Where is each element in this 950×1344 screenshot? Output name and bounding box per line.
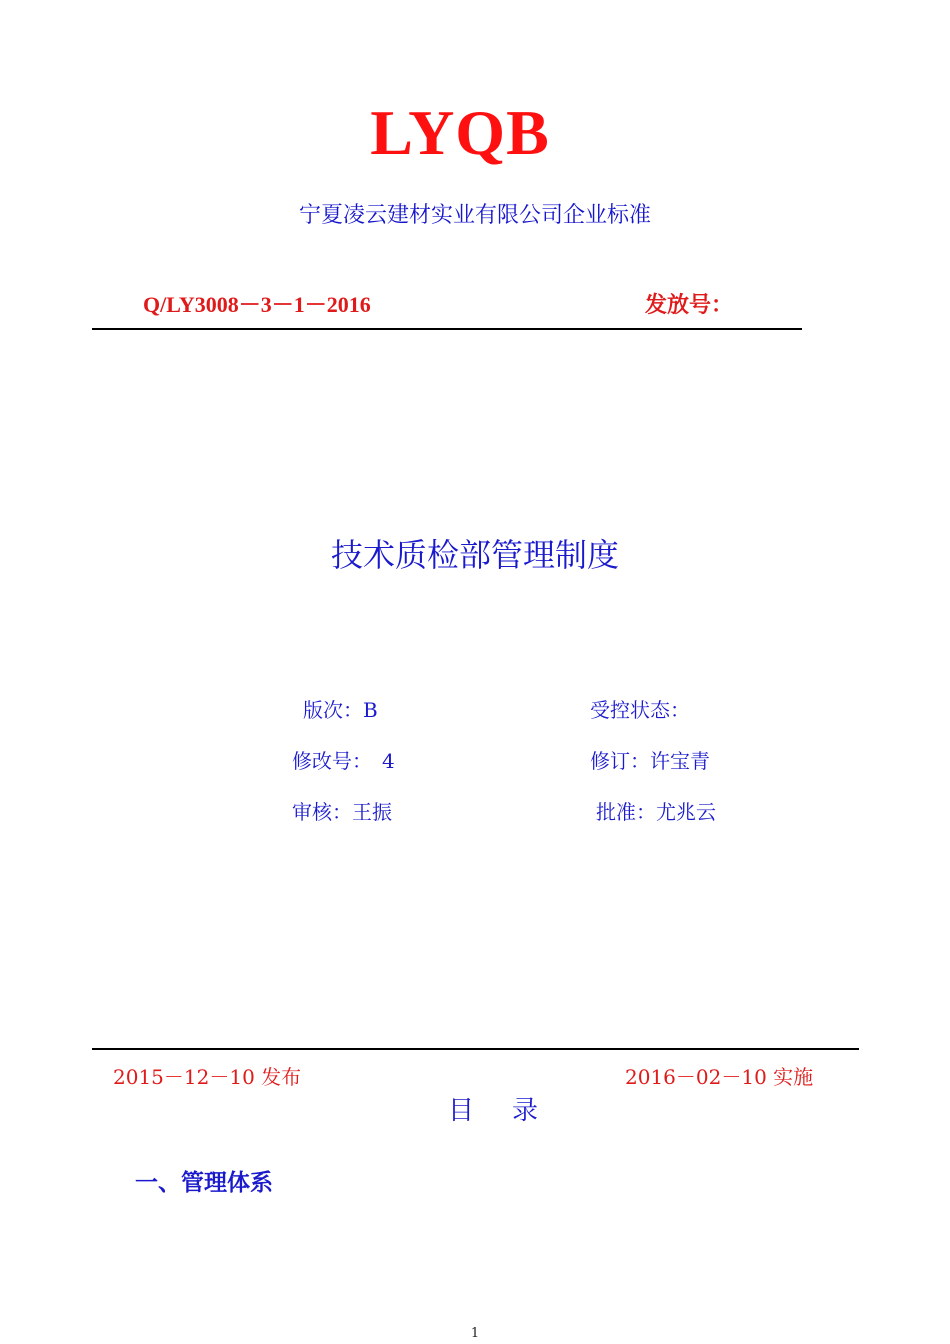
company-logo-text: LYQB xyxy=(370,97,550,168)
effective-date: 2016－02－10 实施 xyxy=(625,1065,814,1089)
header-divider xyxy=(92,328,802,330)
issue-number-label: 发放号： xyxy=(645,292,734,318)
approved-by: 批准：尤兆云 xyxy=(596,800,716,824)
edition: 版次：B xyxy=(303,698,378,722)
footer-divider xyxy=(92,1048,859,1050)
revision-number: 修改号： 4 xyxy=(292,749,395,773)
toc-item[interactable]: 一、管理体系 xyxy=(135,1169,273,1196)
company-standard-title: 宁夏凌云建材实业有限公司企业标准 xyxy=(298,203,651,228)
control-status: 受控状态： xyxy=(590,698,690,722)
document-title: 技术质检部管理制度 xyxy=(330,536,619,574)
reviewed-by: 审核：王振 xyxy=(292,800,392,824)
page-number: 1 xyxy=(470,1326,480,1341)
release-date: 2015－12－10 发布 xyxy=(113,1065,302,1089)
toc-title: 目录 xyxy=(448,1096,577,1126)
standard-code: Q/LY3008－3－1－2016 xyxy=(143,292,371,317)
revised-by: 修订：许宝青 xyxy=(590,749,710,773)
